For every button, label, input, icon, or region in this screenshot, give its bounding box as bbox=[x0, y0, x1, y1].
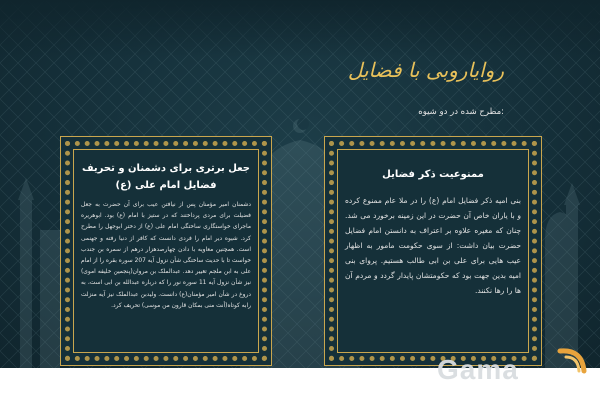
card-heading: ممنوعیت ذکر فضایل bbox=[382, 169, 484, 180]
slide-title: روایاروبی با فضایل bbox=[347, 58, 504, 82]
card-body: بنی امیه ذکر فضایل امام (ع) را در ملا عام ممنوع کرده و با یاران خاص آن حضرت در این زمینه برخورد می شد. چنان که مغیره علاوه بر اعتراف به دانستن امام فضایل حضرت بیان داشت: از سوی حکومت مامور به اظهار عیب هایی برای علی بن ابی طالب هستیم. پروای بنی امیه بدین جهت بود که حکومتشان پایدار گردد و مردم آن ها را رها نکنند. bbox=[345, 196, 521, 295]
card-heading: جعل برتری برای دشمنان و تحریف فضایل امام علی (ع) bbox=[82, 163, 250, 191]
card-content bbox=[73, 149, 259, 353]
watermark-brand: Gama bbox=[437, 354, 519, 385]
slide-subtitle: :مطرح شده در دو شیوه bbox=[418, 107, 504, 117]
card-fabrication bbox=[60, 136, 272, 366]
card-prohibition bbox=[324, 136, 542, 366]
card-content bbox=[337, 149, 529, 353]
card-body: دشمنان امیر مؤمنان پس از نیافتن عیب برای آن حضرت به جعل فضیلت برای مردی پرداختند که در ستیز با امام (ع) بود. ابوهریره ماجرای خواستگاری ساختگی امام علی (ع) از دختر ابوجهل را مطرح کرد. شیوه دیر امام را فردی دانست که کافر از دنیا رفته و جهنمی است. همچنین معاویه با دادن چهارصدهزار درهم از سمره بن جندب خواست تا با حدیث ساختگی شأن نزول آیه 207 سوره بقره را از امام علی به ابن ملجم تغییر دهد. عبدالملک بن مروان(پنجمین خلیفه اموی) نیز شأن نزول آیه 11 سوره نور را که درباره عبدالله بن ابی است، به دروغ در شأن امیر مؤمنان(ع) دانست. ولیدبن عبدالملک نیز آیه منزلت رابه کوتاه(أنت منی بمکان قارون من موسی) تحریف کرد. bbox=[81, 202, 251, 309]
